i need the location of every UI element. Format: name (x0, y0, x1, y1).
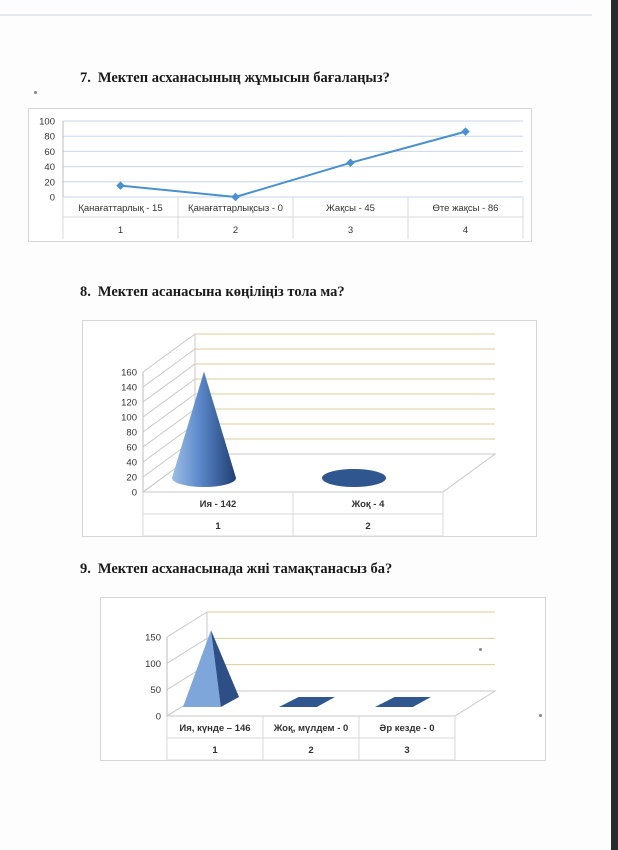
side-wall-line (143, 379, 195, 417)
x-index-label: 2 (308, 745, 314, 756)
question-number: 9. (80, 561, 91, 577)
y-tick-label: 100 (121, 412, 137, 424)
question-number: 7. (80, 70, 91, 86)
y-tick-label: 0 (131, 487, 137, 499)
y-tick-label: 100 (145, 658, 161, 670)
y-tick-label: 0 (155, 711, 161, 723)
data-point (461, 127, 469, 135)
y-tick-label: 80 (44, 131, 55, 143)
question-number: 8. (80, 284, 91, 300)
scan-speck (479, 648, 482, 651)
scan-speck (34, 91, 37, 94)
x-category-label: Жоқ - 4 (351, 499, 385, 510)
x-category-label: Қанағаттарлық - 15 (78, 203, 163, 214)
data-point (346, 159, 354, 167)
y-tick-label: 60 (126, 442, 137, 454)
x-index-label: 2 (365, 521, 371, 532)
scan-top-line (0, 14, 592, 16)
x-category-label: Әр кезде - 0 (379, 723, 435, 734)
side-wall-line (167, 612, 207, 637)
pyramid-chart (101, 598, 545, 760)
side-wall-line (143, 364, 195, 402)
question-text: Мектеп асханасының жұмысын бағалаңыз? (97, 70, 390, 86)
y-tick-label: 50 (150, 685, 161, 697)
y-tick-label: 160 (121, 367, 137, 379)
question-8-title (80, 284, 345, 301)
x-index-label: 1 (117, 225, 124, 236)
chart-q9 (100, 597, 546, 761)
y-tick-label: 40 (44, 162, 55, 174)
series-line (121, 132, 466, 197)
y-tick-label: 20 (44, 177, 55, 189)
line-chart (29, 109, 531, 241)
x-index-label: 1 (212, 745, 218, 756)
cone-chart (83, 321, 536, 536)
x-index-label: 3 (347, 225, 354, 236)
side-wall-line (143, 349, 195, 387)
data-point (231, 193, 239, 201)
x-index-label: 1 (215, 521, 221, 532)
x-category-label: Ия, күнде – 146 (179, 723, 251, 734)
x-index-label: 4 (462, 225, 469, 236)
y-tick-label: 120 (121, 397, 137, 409)
x-category-label: Өте жақсы - 86 (432, 203, 499, 214)
scan-speck (539, 714, 542, 717)
y-tick-label: 150 (145, 632, 161, 644)
pyramid-base (279, 697, 335, 707)
x-category-label: Жоқ, мүлдем - 0 (273, 723, 349, 734)
x-category-label: Ия - 142 (199, 499, 237, 510)
x-index-label: 3 (404, 745, 410, 756)
y-tick-label: 140 (121, 382, 137, 394)
question-text: Мектеп асанасына көңіліңіз тола ма? (97, 284, 345, 300)
x-category-label: Қанағаттарлықсыз - 0 (188, 203, 283, 214)
y-tick-label: 20 (126, 472, 137, 484)
question-7-title (80, 70, 390, 87)
pyramid-base (375, 697, 431, 707)
chart-q7 (28, 108, 532, 242)
y-tick-label: 80 (126, 427, 137, 439)
y-tick-label: 100 (39, 116, 55, 128)
x-index-label: 2 (232, 225, 239, 236)
data-point (116, 181, 124, 189)
cone-base (322, 469, 386, 487)
y-tick-label: 40 (126, 457, 137, 469)
scan-right-edge (611, 0, 618, 850)
question-text: Мектеп асханасынада жні тамақтанасыз ба? (97, 561, 393, 577)
chart-q8 (82, 320, 537, 537)
y-tick-label: 0 (49, 192, 55, 204)
y-tick-label: 60 (44, 146, 55, 158)
side-wall-line (143, 394, 195, 432)
side-wall-line (143, 334, 195, 372)
x-category-label: Жақсы - 45 (326, 203, 375, 214)
question-9-title (80, 561, 392, 578)
